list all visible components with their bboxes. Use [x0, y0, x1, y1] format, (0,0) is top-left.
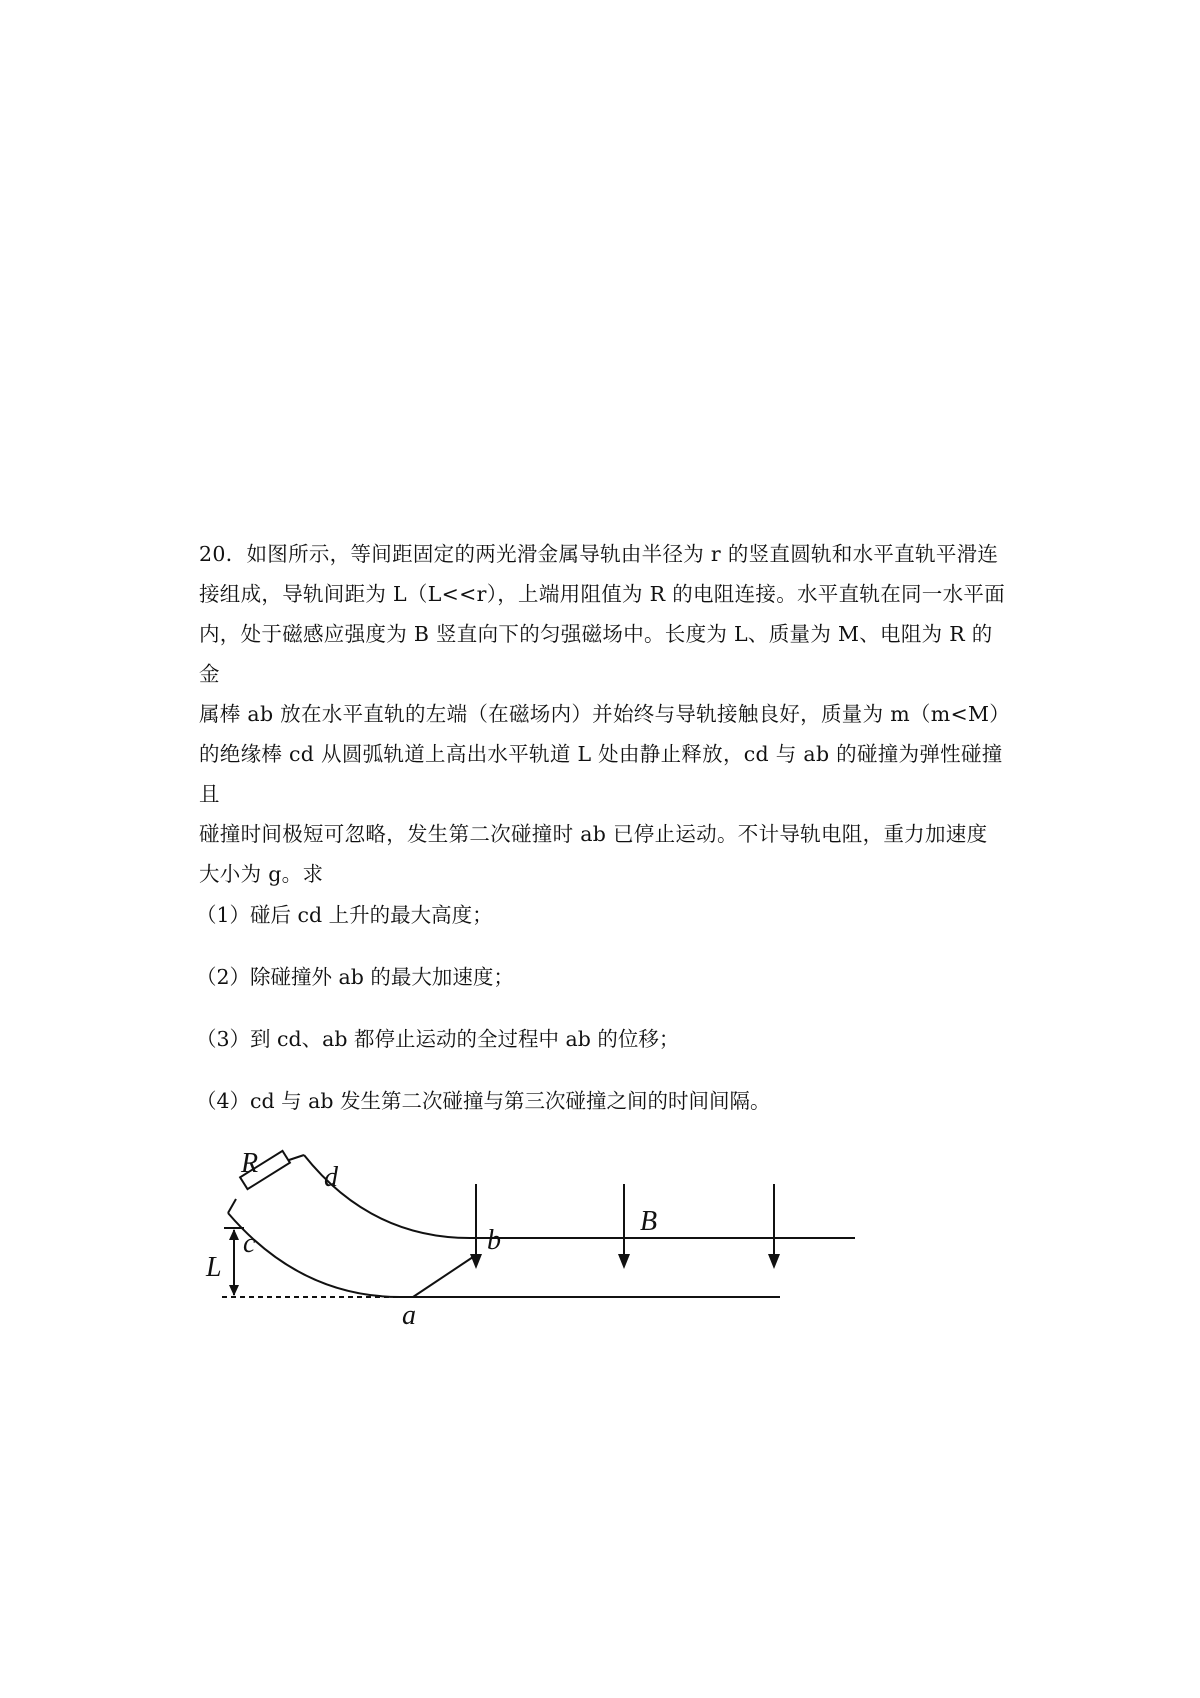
label-a: a — [402, 1300, 416, 1331]
label-resistor: R — [241, 1148, 259, 1179]
left-wire — [228, 1199, 236, 1213]
question-2: （2）除碰撞外 ab 的最大加速度； — [196, 965, 514, 989]
stem-line-2: 接组成，导轨间距为 L（L<<r），上端用阻值为 R 的电阻连接。水平直轨在同一水平面 — [199, 582, 1006, 606]
stem-line-1: 20．如图所示，等间距固定的两光滑金属导轨由半径为 r 的竖直圆轨和水平直轨平滑连 — [199, 542, 999, 566]
height-arrow-up — [229, 1229, 239, 1240]
stem-line-5: 的绝缘棒 cd 从圆弧轨道上高出水平轨道 L 处由静止释放，cd 与 ab 的碰撞为弹性碰撞且 — [199, 742, 1003, 806]
question-4: （4）cd 与 ab 发生第二次碰撞与第三次碰撞之间的时间间隔。 — [196, 1089, 771, 1113]
stem-line-3: 内，处于磁感应强度为 B 竖直向下的匀强磁场中。长度为 L、质量为 M、电阻为 R 的金 — [199, 622, 993, 686]
rod-ab — [413, 1255, 476, 1297]
stem-line-4: 属棒 ab 放在水平直轨的左端（在磁场内）并始终与导轨接触良好，质量为 m（m<M） — [199, 702, 1011, 726]
question-3: （3）到 cd、ab 都停止运动的全过程中 ab 的位移； — [196, 1027, 680, 1051]
height-arrow-down — [229, 1285, 239, 1296]
label-d: d — [324, 1162, 338, 1193]
stem-line-6: 碰撞时间极短可忽略，发生第二次碰撞时 ab 已停止运动。不计导轨电阻，重力加速度 — [199, 822, 988, 846]
label-height-L: L — [206, 1252, 222, 1283]
label-b: b — [487, 1225, 501, 1256]
question-1: （1）碰后 cd 上升的最大高度； — [196, 903, 493, 927]
field-arrow-3 — [768, 1254, 780, 1269]
field-arrow-2 — [618, 1254, 630, 1269]
label-c: c — [243, 1228, 256, 1259]
problem-number: 20 — [199, 542, 226, 566]
field-arrow-1 — [470, 1254, 482, 1269]
label-field-B: B — [640, 1206, 658, 1237]
stem-line-7: 大小为 g。求 — [199, 862, 324, 886]
